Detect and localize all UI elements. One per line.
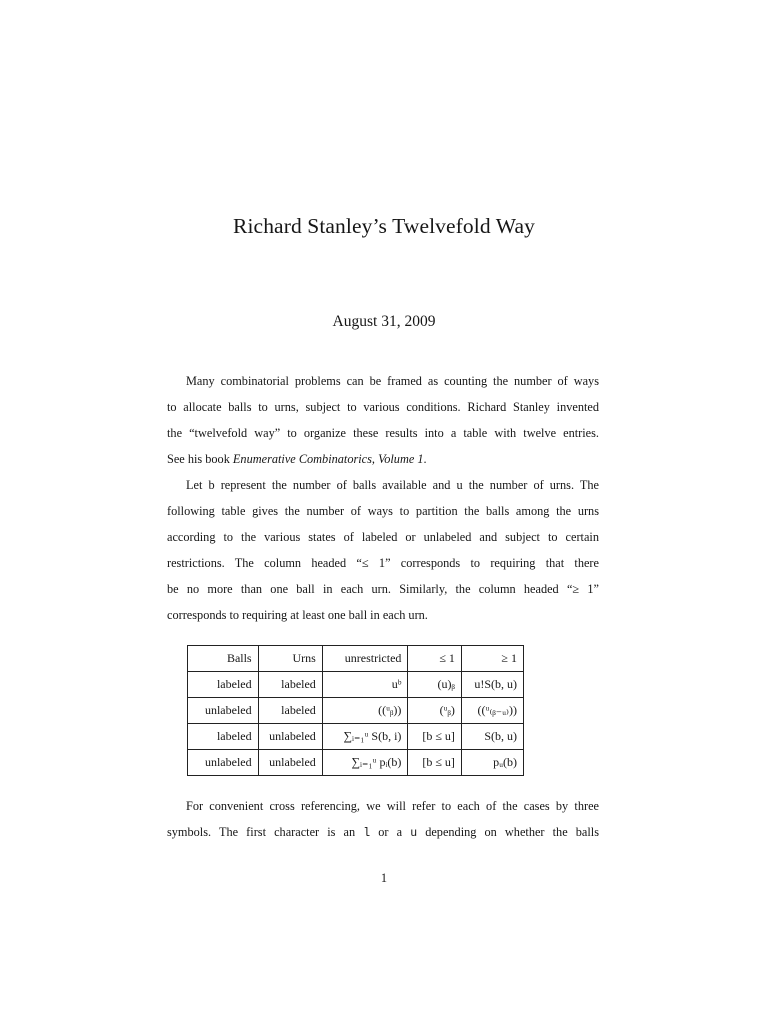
- table-cell: [b ≤ u]: [408, 750, 462, 776]
- paragraph-line: For convenient cross referencing, we will refer to each of the cases by three: [186, 799, 599, 813]
- header-cell: ≥ 1: [461, 646, 523, 672]
- table-cell: labeled: [258, 698, 322, 724]
- table-cell: pᵤ(b): [461, 750, 523, 776]
- text-segment: depending on whether the balls: [417, 825, 599, 839]
- book-title: Enumerative Combinatorics, Volume 1: [232, 452, 424, 466]
- table-cell: labeled: [188, 724, 259, 750]
- paragraph-line: to allocate balls to urns, subject to various conditions. Richard Stanley invented: [167, 400, 599, 414]
- paragraph-line: Many combinatorial problems can be framed as counting the number of ways: [186, 374, 599, 388]
- table-cell: (u)ᵦ: [408, 672, 462, 698]
- table-cell: unlabeled: [188, 750, 259, 776]
- paper-title: Richard Stanley’s Twelvefold Way: [233, 214, 535, 238]
- paper-date: August 31, 2009: [332, 313, 436, 330]
- table-row: [188, 750, 524, 776]
- table-cell: uᵇ: [322, 672, 408, 698]
- header-cell: Balls: [188, 646, 259, 672]
- table-cell: ((ᵘ₍ᵦ₋ᵤ₎)): [461, 698, 523, 724]
- paragraph-line: the “twelvefold way” to organize these results into a table with twelve entries.: [167, 426, 599, 440]
- text-segment: .: [423, 452, 427, 466]
- table-cell: (ᵘᵦ): [408, 698, 462, 724]
- header-cell: Urns: [258, 646, 322, 672]
- paragraph-line: restrictions. The column headed “≤ 1” corresponds to requiring that there: [167, 556, 599, 570]
- table-cell: ∑ᵢ₌₁ᵘ S(b, i): [322, 724, 408, 750]
- table-cell: unlabeled: [258, 724, 322, 750]
- header-cell: unrestricted: [322, 646, 408, 672]
- table-cell: unlabeled: [258, 750, 322, 776]
- table-row: [188, 672, 524, 698]
- code-symbol: l: [363, 827, 371, 840]
- text-segment: or a: [370, 825, 411, 839]
- table-cell: unlabeled: [188, 698, 259, 724]
- paragraph-cross-reference: [167, 793, 599, 847]
- table-header-row: [188, 646, 524, 672]
- paragraph-line: Let b represent the number of balls available and u the number of urns. The: [186, 478, 599, 492]
- table-cell: u!S(b, u): [461, 672, 523, 698]
- paragraph-line: following table gives the number of ways to partition the balls among the urns: [167, 504, 599, 518]
- table-cell: ((ᵘᵦ)): [322, 698, 408, 724]
- page-number: 1: [380, 871, 388, 885]
- text-segment: symbols. The first character is an: [167, 825, 364, 839]
- text-segment: See his book: [167, 452, 233, 466]
- header-cell: ≤ 1: [408, 646, 462, 672]
- twelvefold-table: [187, 645, 524, 776]
- code-symbol: u: [410, 827, 418, 840]
- paragraph-line: [167, 819, 599, 847]
- paragraph-line: be no more than one ball in each urn. Similarly, the column headed “≥ 1”: [167, 582, 599, 596]
- table-cell: ∑ᵢ₌₁ᵘ pᵢ(b): [322, 750, 408, 776]
- paragraph-line: according to the various states of labeled or unlabeled and subject to certain: [167, 530, 599, 544]
- paragraph-line: corresponds to requiring at least one ball in each urn.: [167, 608, 428, 622]
- table-cell: [b ≤ u]: [408, 724, 462, 750]
- paragraph-intro: [167, 368, 599, 472]
- table-cell: labeled: [188, 672, 259, 698]
- paragraph-definitions: [167, 472, 599, 628]
- table-row: [188, 698, 524, 724]
- table-row: [188, 724, 524, 750]
- table-cell: labeled: [258, 672, 322, 698]
- table-cell: S(b, u): [461, 724, 523, 750]
- paragraph-line: [167, 446, 599, 472]
